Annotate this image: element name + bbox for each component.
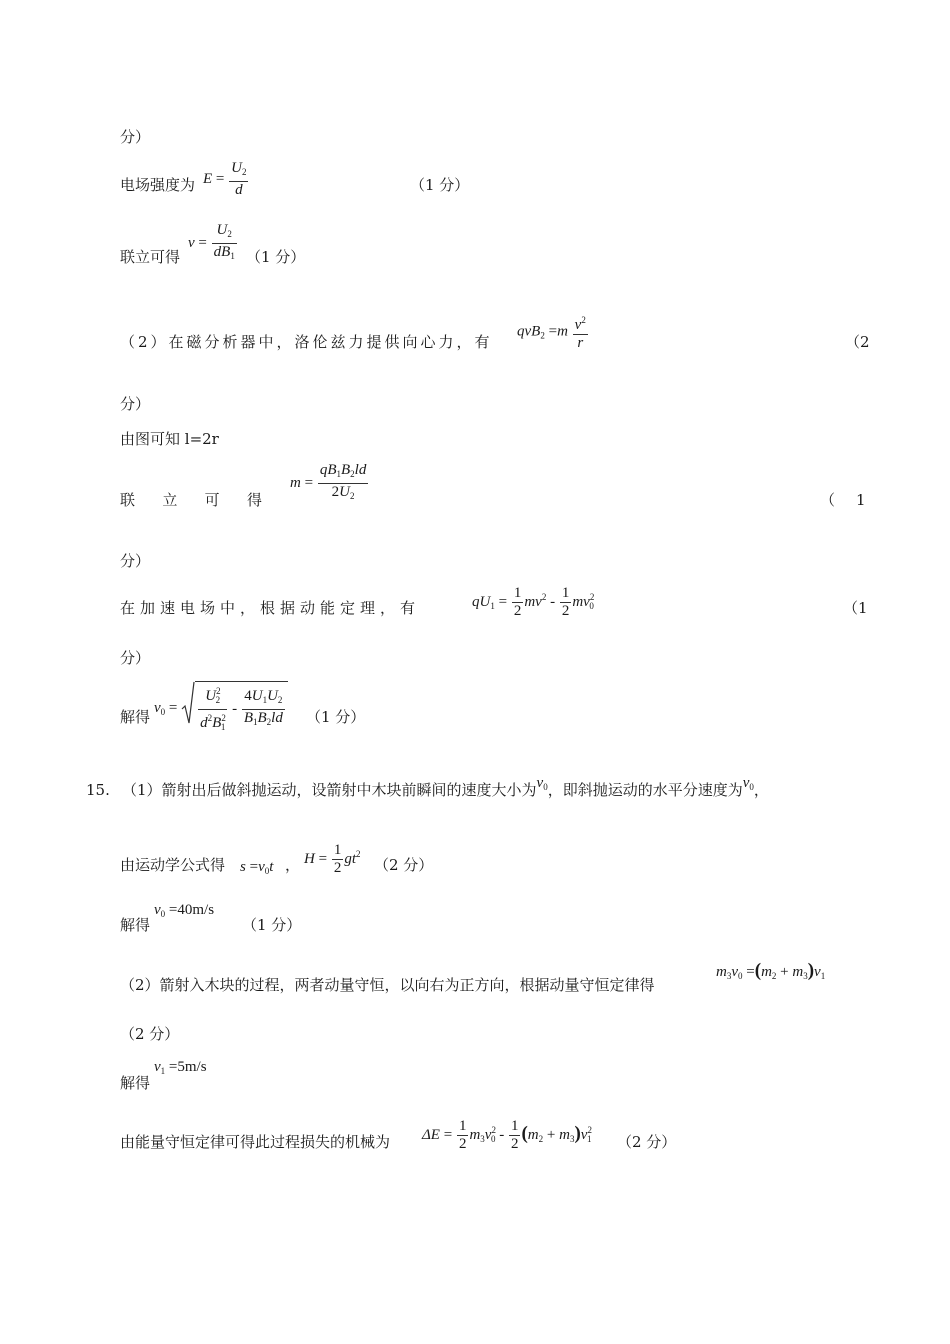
score-label: 1 — [856, 491, 866, 509]
text-line: 由图可知 l=2r — [120, 430, 219, 448]
text-line: 解得 — [120, 1074, 151, 1092]
formula-lorentz-force: qvB$_2$ =m $\frac{v^2}{r}$ — [517, 312, 589, 352]
question-number: 15. — [86, 781, 110, 799]
score-label: （1 分） — [306, 708, 366, 726]
text-line: （2）在磁分析器中，洛伦兹力提供向心力，有 — [120, 333, 493, 351]
formula-energy-loss: ΔE = $\frac{1}{2}$ $m_3v^2_0$ - $\frac{1}{2}$ $(m_2 + m_3)v^2_1$ — [422, 1118, 592, 1152]
text-line: 分） — [120, 395, 151, 413]
text-line: 由能量守恒定律可得此过程损失的机械为 — [120, 1133, 391, 1151]
text-line: 电场强度为 — [120, 176, 196, 194]
text-line: ， — [285, 856, 301, 874]
score-label: （ — [820, 491, 836, 509]
formula-height: H = $\frac{1}{2}$ $gt^2$ — [304, 842, 361, 876]
score-label: （2 分） — [617, 1133, 677, 1151]
text-line: 分） — [120, 649, 151, 667]
score-label: （1 — [843, 599, 868, 617]
score-label: （2 分） — [120, 1025, 180, 1043]
formula-mass: m = $\frac{qB_1B_2ld}{2U_2}$ — [290, 462, 367, 501]
text-line: 在加速电场中，根据动能定理，有 — [120, 599, 421, 617]
text-line: 解得 — [120, 708, 151, 726]
formula-v1-result: $v_1 =5m/s$ — [154, 1059, 207, 1076]
text-line: 由运动学公式得 — [120, 856, 226, 874]
formula-initial-velocity: $v_0$ = $\frac{U^2_2}{d^2B^2_1}$ - $\frac{4U_1U_2}{B_1B_2ld}$ — [154, 681, 288, 736]
text-line: 解得 — [120, 916, 151, 934]
score-label: （1 分） — [410, 176, 470, 194]
formula-velocity: v = $\frac{U_2}{dB_1}$ — [188, 222, 235, 261]
formula-displacement: $s =v_0t$ — [240, 859, 274, 876]
radical-sign-icon — [181, 681, 195, 725]
text-line-spaced: 联 立 可 得 — [120, 491, 262, 509]
score-label: （2 — [845, 333, 870, 351]
formula-electric-field: E = $\frac{U_2}{d}$ — [203, 160, 247, 198]
text-line: （2）箭射入木块的过程，两者动量守恒，以向右为正方向，根据动量守恒定律得 — [120, 976, 655, 994]
score-label: （2 分） — [374, 856, 434, 874]
text-line: 联立可得 — [120, 248, 181, 266]
text-line: 分） — [120, 552, 151, 570]
formula-momentum: $m_3v_0 =(m_2 + m_3)v_1$ — [716, 960, 826, 981]
score-label: （1 分） — [246, 248, 306, 266]
formula-v0-result: $v_0 =40m/s$ — [154, 902, 215, 919]
score-label: （1 分） — [242, 916, 302, 934]
text-line: （1）箭射出后做斜抛运动，设箭射中木块前瞬间的速度大小为$v_0$，即斜抛运动的水平分速度为$v_0$， — [122, 775, 769, 799]
text-line: 分） — [120, 128, 151, 146]
formula-kinetic-energy: $qU_1$ = $\frac{1}{2}$ $mv^2$ - $\frac{1}{2}$ $mv^2_0$ — [472, 585, 595, 619]
